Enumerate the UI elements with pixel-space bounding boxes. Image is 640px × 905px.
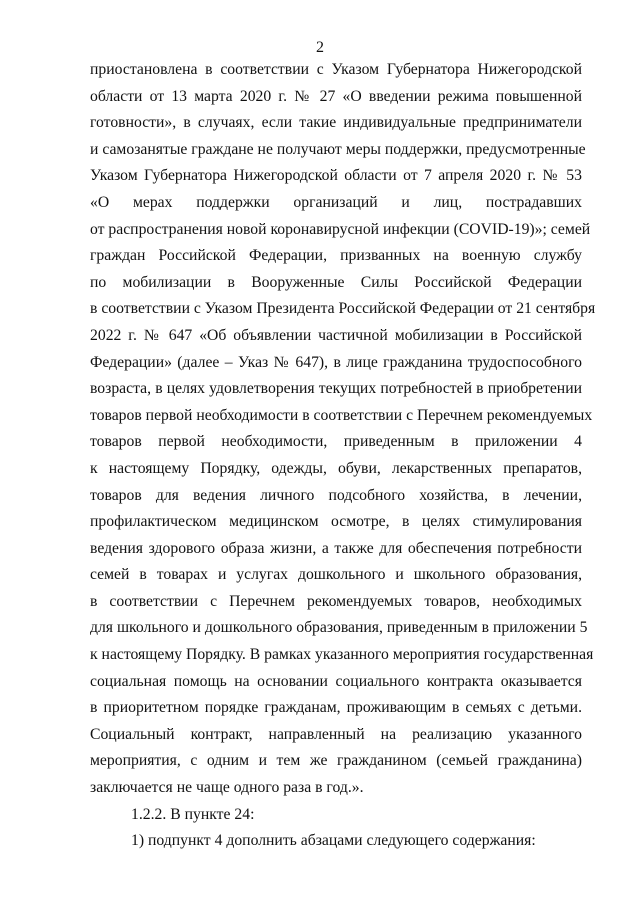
body-line: от распространения новой коронавирусной инфекции (COVID-19)»; семей bbox=[90, 220, 591, 238]
body-line: «О мерах поддержки организаций и лиц, пострадавших bbox=[90, 193, 582, 211]
body-line: товаров первой необходимости в соответствии с Перечнем рекомендуемых bbox=[90, 406, 593, 424]
body-line: Указом Губернатора Нижегородской области от 7 апреля 2020 г. № 53 bbox=[90, 167, 582, 185]
body-line: готовности», в случаях, если такие индивидуальные предприниматели bbox=[90, 114, 582, 132]
body-line: возраста, в целях удовлетворения текущих потребностей в приобретении bbox=[90, 380, 582, 398]
item-1-2-2: 1.2.2. В пункте 24: bbox=[131, 805, 255, 823]
body-line: по мобилизации в Вооруженные Силы Российской Федерации bbox=[90, 273, 582, 291]
body-line-last: заключается не чаще одного раза в год.». bbox=[90, 779, 364, 797]
body-line: мероприятия, с одним и тем же гражданином (семьей гражданина) bbox=[90, 752, 582, 770]
body-line: области от 13 марта 2020 г. № 27 «О введении режима повышенной bbox=[90, 87, 582, 105]
subitem-1: 1) подпункт 4 дополнить абзацами следующего содержания: bbox=[131, 832, 536, 850]
body-line: к настоящему Порядку. В рамках указанного мероприятия государственная bbox=[90, 646, 594, 664]
body-line: социальная помощь на основании социального контракта оказывается bbox=[90, 672, 582, 690]
body-line: в соответствии с Перечнем рекомендуемых товаров, необходимых bbox=[90, 592, 582, 610]
body-line: и самозанятые граждане не получают меры поддержки, предусмотренные bbox=[90, 140, 586, 158]
body-line: профилактическом медицинском осмотре, в целях стимулирования bbox=[90, 513, 582, 531]
body-line: Социальный контракт, направленный на реализацию указанного bbox=[90, 725, 582, 743]
body-line: ведения здорового образа жизни, а также для обеспечения потребности bbox=[90, 539, 582, 557]
body-line: товаров первой необходимости, приведенным в приложении 4 bbox=[90, 433, 582, 451]
body-line: к настоящему Порядку, одежды, обуви, лекарственных препаратов, bbox=[90, 459, 582, 477]
body-line: в приоритетном порядке гражданам, проживающим в семьях с детьми. bbox=[90, 699, 582, 717]
body-line: товаров для ведения личного подсобного хозяйства, в лечении, bbox=[90, 486, 582, 504]
body-line: семей в товарах и услугах дошкольного и школьного образования, bbox=[90, 566, 582, 584]
body-line: для школьного и дошкольного образования, приведенным в приложении 5 bbox=[90, 619, 588, 637]
body-line: граждан Российской Федерации, призванных на военную службу bbox=[90, 247, 582, 265]
document-body bbox=[90, 57, 596, 855]
body-line: 2022 г. № 647 «Об объявлении частичной мобилизации в Российской bbox=[90, 326, 582, 344]
body-line: приостановлена в соответствии с Указом Губернатора Нижегородской bbox=[90, 61, 582, 78]
page-number: 2 bbox=[316, 39, 324, 56]
body-line: в соответствии с Указом Президента Российской Федерации от 21 сентября bbox=[90, 300, 596, 318]
body-line: Федерации» (далее – Указ № 647), в лице гражданина трудоспособного bbox=[90, 353, 582, 371]
